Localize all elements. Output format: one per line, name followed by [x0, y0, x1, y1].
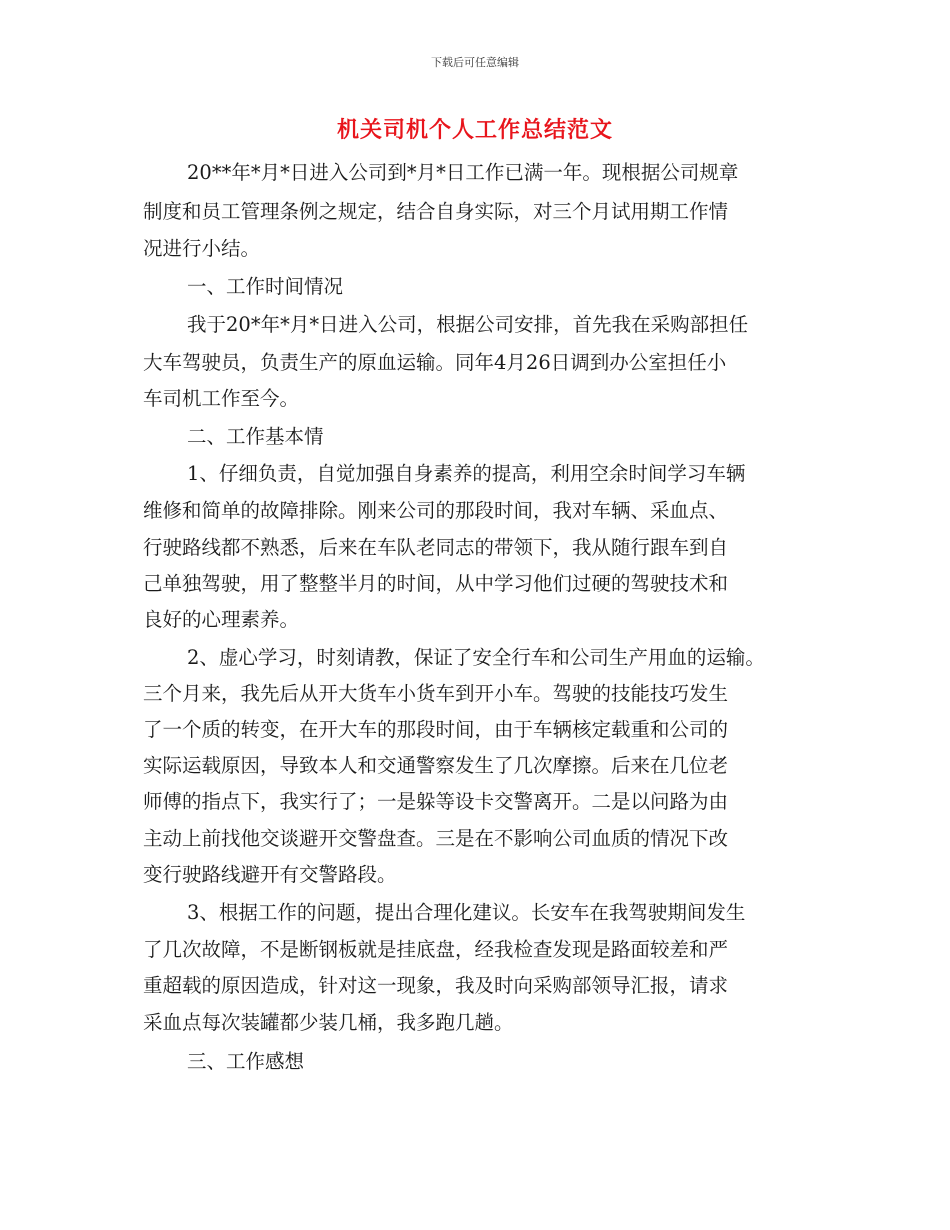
- paragraph-line: 车司机工作至今。: [143, 387, 300, 410]
- paragraph-line: 变行驶路线避开有交警路段。: [143, 863, 397, 886]
- paragraph-line: 我于20*年*月*日进入公司，根据公司安排，首先我在采购部担任: [187, 313, 749, 336]
- paragraph-line: 己单独驾驶，用了整整半月的时间，从中学习他们过硬的驾驶技术和: [143, 572, 729, 595]
- paragraph-line: 三个月来，我先后从开大货车小货车到开小车。驾驶的技能技巧发生: [143, 682, 729, 705]
- paragraph-line: 制度和员工管理条例之规定，结合自身实际，对三个月试用期工作情: [143, 200, 729, 223]
- paragraph-line: 况进行小结。: [143, 237, 261, 260]
- paragraph-line: 师傅的指点下，我实行了；一是躲等设卡交警离开。二是以问路为由: [143, 790, 729, 813]
- paragraph-line: 20**年*月*日进入公司到*月*日工作已满一年。现根据公司规章: [187, 161, 739, 184]
- paragraph-line: 良好的心理素养。: [143, 608, 300, 631]
- paragraph-line: 3、根据工作的问题，提出合理化建议。长安车在我驾驶期间发生: [187, 901, 746, 924]
- paragraph-line: 了一个质的转变，在开大车的那段时间，由于车辆核定载重和公司的: [143, 718, 729, 741]
- page-header: 下载后可任意编辑: [431, 56, 519, 69]
- paragraph-line: 重超载的原因造成，针对这一现象，我及时向采购部领导汇报，请求: [143, 974, 729, 997]
- paragraph-line: 实际运载原因，导致本人和交通警察发生了几次摩擦。后来在几位老: [143, 754, 729, 777]
- paragraph-line: 采血点每次装罐都少装几桶，我多跑几趟。: [143, 1011, 514, 1034]
- paragraph-line: 1、仔细负责，自觉加强自身素养的提高，利用空余时间学习车辆: [187, 462, 746, 485]
- document-title: 机关司机个人工作总结范文: [336, 117, 613, 143]
- section-heading: 二、工作基本情: [187, 425, 324, 448]
- paragraph-line: 行驶路线都不熟悉，后来在车队老同志的带领下，我从随行跟车到自: [143, 536, 729, 559]
- section-heading: 一、工作时间情况: [187, 275, 344, 298]
- paragraph-line: 大车驾驶员，负责生产的原血运输。同年4月26日调到办公室担任小: [143, 351, 727, 374]
- paragraph-line: 2、虚心学习，时刻请教，保证了安全行车和公司生产用血的运输。: [187, 646, 765, 669]
- paragraph-line: 维修和简单的故障排除。刚来公司的那段时间，我对车辆、采血点、: [143, 499, 729, 522]
- paragraph-line: 主动上前找他交谈避开交警盘查。三是在不影响公司血质的情况下改: [143, 827, 729, 850]
- paragraph-line: 了几次故障，不是断钢板就是挂底盘，经我检查发现是路面较差和严: [143, 938, 729, 961]
- section-heading: 三、工作感想: [187, 1050, 305, 1073]
